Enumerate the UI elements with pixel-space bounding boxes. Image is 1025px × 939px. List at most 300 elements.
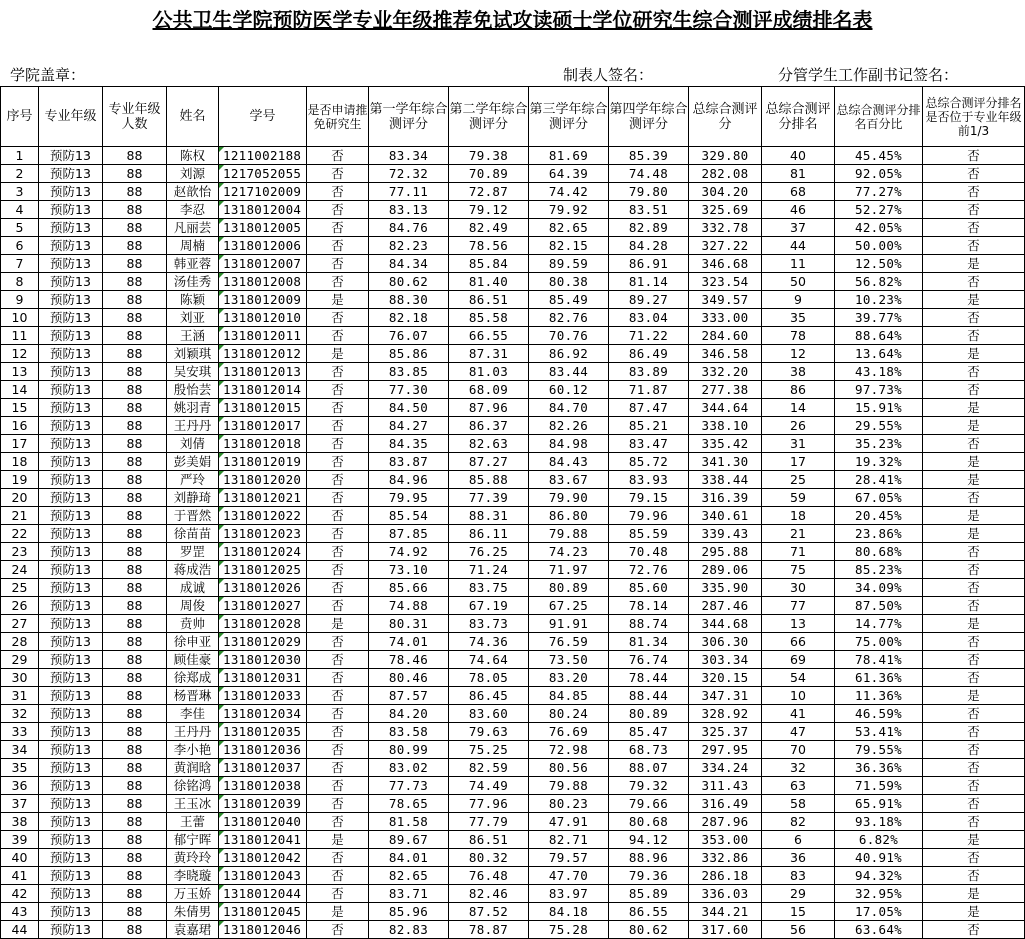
cell-index: 18 [1, 453, 39, 471]
cell-apply-exemption: 否 [307, 309, 369, 327]
cell-apply-exemption: 否 [307, 147, 369, 165]
cell-name: 杨晋琳 [167, 687, 219, 705]
cell-major-grade: 预防13 [39, 381, 103, 399]
cell-total-rank: 69 [762, 651, 835, 669]
cell-year2-score: 74.64 [449, 651, 529, 669]
header-year3-score: 第三学年综合测评分 [529, 87, 609, 147]
cell-student-id: 1318012033 [219, 687, 307, 705]
table-row [1, 795, 1025, 813]
cell-name: 王丹丹 [167, 723, 219, 741]
cell-major-grade: 预防13 [39, 345, 103, 363]
cell-name: 周俊 [167, 597, 219, 615]
table-row [1, 165, 1025, 183]
cell-major-count: 88 [103, 273, 167, 291]
cell-name: 黄玲玲 [167, 849, 219, 867]
cell-top-third: 是 [923, 687, 1025, 705]
cell-name: 徐申亚 [167, 633, 219, 651]
cell-year4-score: 89.27 [609, 291, 689, 309]
cell-major-grade: 预防13 [39, 705, 103, 723]
cell-year1-score: 84.34 [369, 255, 449, 273]
cell-year1-score: 77.30 [369, 381, 449, 399]
cell-index: 9 [1, 291, 39, 309]
cell-student-id: 1318012039 [219, 795, 307, 813]
cell-total-score: 341.30 [689, 453, 762, 471]
cell-major-count: 88 [103, 741, 167, 759]
cell-student-id: 1318012030 [219, 651, 307, 669]
cell-year2-score: 70.89 [449, 165, 529, 183]
cell-top-third: 是 [923, 507, 1025, 525]
cell-total-rank: 35 [762, 309, 835, 327]
cell-total-rank: 26 [762, 417, 835, 435]
cell-year3-score: 83.20 [529, 669, 609, 687]
cell-total-rank: 78 [762, 327, 835, 345]
cell-apply-exemption: 否 [307, 489, 369, 507]
cell-year3-score: 84.70 [529, 399, 609, 417]
cell-rank-percent: 87.50% [835, 597, 923, 615]
cell-total-rank: 54 [762, 669, 835, 687]
table-row [1, 849, 1025, 867]
cell-year1-score: 89.67 [369, 831, 449, 849]
cell-year1-score: 80.99 [369, 741, 449, 759]
cell-student-id: 1318012035 [219, 723, 307, 741]
cell-name: 刘静琦 [167, 489, 219, 507]
cell-apply-exemption: 否 [307, 849, 369, 867]
cell-major-count: 88 [103, 921, 167, 939]
cell-student-id: 1318012024 [219, 543, 307, 561]
cell-total-score: 344.68 [689, 615, 762, 633]
cell-year1-score: 84.96 [369, 471, 449, 489]
table-row [1, 219, 1025, 237]
cell-rank-percent: 39.77% [835, 309, 923, 327]
table-row [1, 813, 1025, 831]
cell-apply-exemption: 否 [307, 705, 369, 723]
cell-year4-score: 79.15 [609, 489, 689, 507]
cell-year2-score: 76.48 [449, 867, 529, 885]
header-apply-exemption: 是否申请推免研究生 [307, 87, 369, 147]
cell-name: 周楠 [167, 237, 219, 255]
cell-year1-score: 83.13 [369, 201, 449, 219]
cell-year4-score: 85.72 [609, 453, 689, 471]
table-row [1, 201, 1025, 219]
cell-year2-score: 79.38 [449, 147, 529, 165]
cell-total-score: 297.95 [689, 741, 762, 759]
cell-major-grade: 预防13 [39, 363, 103, 381]
cell-major-count: 88 [103, 237, 167, 255]
ranking-table [0, 86, 1025, 939]
cell-total-rank: 86 [762, 381, 835, 399]
cell-top-third: 否 [923, 489, 1025, 507]
cell-year2-score: 71.24 [449, 561, 529, 579]
cell-year3-score: 89.59 [529, 255, 609, 273]
cell-student-id: 1318012004 [219, 201, 307, 219]
cell-total-rank: 47 [762, 723, 835, 741]
cell-year3-score: 76.69 [529, 723, 609, 741]
cell-total-rank: 15 [762, 903, 835, 921]
cell-top-third: 是 [923, 525, 1025, 543]
cell-index: 19 [1, 471, 39, 489]
cell-major-grade: 预防13 [39, 273, 103, 291]
cell-index: 8 [1, 273, 39, 291]
cell-student-id: 1318012020 [219, 471, 307, 489]
cell-year3-score: 86.80 [529, 507, 609, 525]
cell-year3-score: 86.92 [529, 345, 609, 363]
cell-year1-score: 74.01 [369, 633, 449, 651]
cell-year4-score: 70.48 [609, 543, 689, 561]
cell-major-grade: 预防13 [39, 561, 103, 579]
cell-name: 蒋成浩 [167, 561, 219, 579]
cell-year3-score: 60.12 [529, 381, 609, 399]
cell-year1-score: 76.07 [369, 327, 449, 345]
cell-major-count: 88 [103, 381, 167, 399]
cell-total-score: 332.86 [689, 849, 762, 867]
table-row [1, 507, 1025, 525]
cell-year2-score: 86.51 [449, 831, 529, 849]
cell-year1-score: 83.71 [369, 885, 449, 903]
cell-total-score: 353.00 [689, 831, 762, 849]
table-row [1, 543, 1025, 561]
cell-total-score: 282.08 [689, 165, 762, 183]
cell-top-third: 是 [923, 399, 1025, 417]
cell-student-id: 1318012044 [219, 885, 307, 903]
table-row [1, 705, 1025, 723]
cell-major-count: 88 [103, 363, 167, 381]
cell-year3-score: 80.38 [529, 273, 609, 291]
table-row [1, 921, 1025, 939]
header-major-grade: 专业年级 [39, 87, 103, 147]
cell-year4-score: 80.68 [609, 813, 689, 831]
cell-top-third: 否 [923, 921, 1025, 939]
cell-rank-percent: 97.73% [835, 381, 923, 399]
cell-apply-exemption: 否 [307, 381, 369, 399]
cell-major-grade: 预防13 [39, 435, 103, 453]
cell-total-score: 284.60 [689, 327, 762, 345]
cell-major-count: 88 [103, 885, 167, 903]
cell-apply-exemption: 否 [307, 201, 369, 219]
cell-index: 23 [1, 543, 39, 561]
cell-total-score: 287.96 [689, 813, 762, 831]
table-row [1, 651, 1025, 669]
table-header-row [1, 87, 1025, 147]
cell-year2-score: 76.25 [449, 543, 529, 561]
table-row [1, 669, 1025, 687]
cell-name: 王涵 [167, 327, 219, 345]
cell-top-third: 否 [923, 723, 1025, 741]
cell-year2-score: 78.05 [449, 669, 529, 687]
cell-index: 12 [1, 345, 39, 363]
cell-total-score: 332.78 [689, 219, 762, 237]
cell-major-count: 88 [103, 705, 167, 723]
cell-top-third: 否 [923, 201, 1025, 219]
cell-major-count: 88 [103, 201, 167, 219]
cell-name: 顾佳豪 [167, 651, 219, 669]
cell-top-third: 否 [923, 597, 1025, 615]
cell-rank-percent: 56.82% [835, 273, 923, 291]
cell-major-grade: 预防13 [39, 183, 103, 201]
cell-index: 5 [1, 219, 39, 237]
cell-total-score: 323.54 [689, 273, 762, 291]
cell-index: 40 [1, 849, 39, 867]
cell-year3-score: 75.28 [529, 921, 609, 939]
cell-total-rank: 66 [762, 633, 835, 651]
cell-index: 42 [1, 885, 39, 903]
cell-total-score: 346.68 [689, 255, 762, 273]
signature-row [0, 60, 1025, 86]
cell-year4-score: 88.07 [609, 759, 689, 777]
cell-year3-score: 47.91 [529, 813, 609, 831]
cell-top-third: 否 [923, 759, 1025, 777]
cell-apply-exemption: 否 [307, 219, 369, 237]
cell-apply-exemption: 否 [307, 399, 369, 417]
cell-student-id: 1318012008 [219, 273, 307, 291]
cell-year3-score: 80.89 [529, 579, 609, 597]
cell-major-count: 88 [103, 435, 167, 453]
cell-year2-score: 75.25 [449, 741, 529, 759]
cell-year3-score: 82.65 [529, 219, 609, 237]
cell-student-id: 1318012023 [219, 525, 307, 543]
cell-major-grade: 预防13 [39, 507, 103, 525]
header-total-score: 总综合测评分 [689, 87, 762, 147]
cell-apply-exemption: 否 [307, 507, 369, 525]
cell-major-count: 88 [103, 507, 167, 525]
cell-year1-score: 82.23 [369, 237, 449, 255]
cell-major-count: 88 [103, 165, 167, 183]
cell-total-score: 327.22 [689, 237, 762, 255]
cell-apply-exemption: 是 [307, 615, 369, 633]
cell-student-id: 1318012007 [219, 255, 307, 273]
cell-year3-score: 80.56 [529, 759, 609, 777]
cell-student-id: 1318012012 [219, 345, 307, 363]
cell-student-id: 1318012040 [219, 813, 307, 831]
cell-apply-exemption: 否 [307, 921, 369, 939]
cell-year3-score: 83.97 [529, 885, 609, 903]
cell-year2-score: 83.75 [449, 579, 529, 597]
cell-rank-percent: 29.55% [835, 417, 923, 435]
cell-major-grade: 预防13 [39, 615, 103, 633]
cell-major-grade: 预防13 [39, 291, 103, 309]
cell-apply-exemption: 否 [307, 543, 369, 561]
cell-top-third: 否 [923, 381, 1025, 399]
cell-rank-percent: 13.64% [835, 345, 923, 363]
cell-rank-percent: 45.45% [835, 147, 923, 165]
cell-major-grade: 预防13 [39, 579, 103, 597]
cell-major-count: 88 [103, 255, 167, 273]
cell-year3-score: 70.76 [529, 327, 609, 345]
cell-year2-score: 74.49 [449, 777, 529, 795]
cell-student-id: 1318012045 [219, 903, 307, 921]
cell-name: 姚羽青 [167, 399, 219, 417]
cell-year4-score: 79.80 [609, 183, 689, 201]
cell-year1-score: 82.83 [369, 921, 449, 939]
cell-name: 彭美娟 [167, 453, 219, 471]
cell-year1-score: 83.87 [369, 453, 449, 471]
cell-rank-percent: 6.82% [835, 831, 923, 849]
cell-name: 王丹丹 [167, 417, 219, 435]
cell-name: 万玉娇 [167, 885, 219, 903]
cell-year3-score: 74.23 [529, 543, 609, 561]
table-row [1, 345, 1025, 363]
cell-top-third: 是 [923, 417, 1025, 435]
cell-rank-percent: 42.05% [835, 219, 923, 237]
cell-total-rank: 82 [762, 813, 835, 831]
cell-year1-score: 77.73 [369, 777, 449, 795]
cell-top-third: 否 [923, 147, 1025, 165]
table-row [1, 435, 1025, 453]
cell-major-count: 88 [103, 579, 167, 597]
cell-student-id: 1318012009 [219, 291, 307, 309]
cell-top-third: 否 [923, 705, 1025, 723]
cell-rank-percent: 78.41% [835, 651, 923, 669]
cell-major-grade: 预防13 [39, 597, 103, 615]
cell-index: 31 [1, 687, 39, 705]
cell-top-third: 否 [923, 183, 1025, 201]
cell-year3-score: 67.25 [529, 597, 609, 615]
table-row [1, 579, 1025, 597]
cell-total-rank: 12 [762, 345, 835, 363]
cell-year4-score: 84.28 [609, 237, 689, 255]
cell-apply-exemption: 否 [307, 795, 369, 813]
cell-year1-score: 78.46 [369, 651, 449, 669]
cell-index: 6 [1, 237, 39, 255]
cell-major-grade: 预防13 [39, 633, 103, 651]
cell-total-rank: 38 [762, 363, 835, 381]
cell-total-rank: 36 [762, 849, 835, 867]
cell-major-grade: 预防13 [39, 741, 103, 759]
cell-total-score: 328.92 [689, 705, 762, 723]
cell-year3-score: 74.42 [529, 183, 609, 201]
cell-top-third: 否 [923, 543, 1025, 561]
cell-rank-percent: 32.95% [835, 885, 923, 903]
cell-year4-score: 85.59 [609, 525, 689, 543]
cell-year1-score: 84.76 [369, 219, 449, 237]
cell-index: 13 [1, 363, 39, 381]
table-row [1, 471, 1025, 489]
table-row [1, 633, 1025, 651]
cell-top-third: 否 [923, 795, 1025, 813]
cell-name: 朱倩男 [167, 903, 219, 921]
cell-name: 李忍 [167, 201, 219, 219]
cell-student-id: 1318012031 [219, 669, 307, 687]
cell-rank-percent: 77.27% [835, 183, 923, 201]
cell-name: 于晋然 [167, 507, 219, 525]
cell-rank-percent: 15.91% [835, 399, 923, 417]
cell-apply-exemption: 否 [307, 435, 369, 453]
cell-student-id: 1318012046 [219, 921, 307, 939]
cell-index: 43 [1, 903, 39, 921]
cell-top-third: 否 [923, 651, 1025, 669]
table-row [1, 885, 1025, 903]
cell-total-score: 347.31 [689, 687, 762, 705]
cell-year4-score: 85.60 [609, 579, 689, 597]
cell-year3-score: 84.85 [529, 687, 609, 705]
cell-apply-exemption: 否 [307, 669, 369, 687]
table-body [1, 147, 1025, 939]
cell-year4-score: 86.55 [609, 903, 689, 921]
header-top-third: 总综合测评分排名是否位于专业年级前1/3 [923, 87, 1025, 147]
cell-apply-exemption: 否 [307, 867, 369, 885]
cell-apply-exemption: 否 [307, 741, 369, 759]
cell-index: 30 [1, 669, 39, 687]
cell-year1-score: 74.88 [369, 597, 449, 615]
cell-year1-score: 72.32 [369, 165, 449, 183]
header-rank-percent: 总综合测评分排名百分比 [835, 87, 923, 147]
cell-top-third: 是 [923, 345, 1025, 363]
cell-index: 15 [1, 399, 39, 417]
cell-year2-score: 83.60 [449, 705, 529, 723]
cell-apply-exemption: 否 [307, 561, 369, 579]
cell-index: 11 [1, 327, 39, 345]
cell-year4-score: 79.96 [609, 507, 689, 525]
cell-total-rank: 6 [762, 831, 835, 849]
cell-total-rank: 30 [762, 579, 835, 597]
cell-apply-exemption: 否 [307, 759, 369, 777]
cell-major-count: 88 [103, 417, 167, 435]
cell-top-third: 否 [923, 327, 1025, 345]
cell-index: 33 [1, 723, 39, 741]
cell-total-score: 306.30 [689, 633, 762, 651]
college-seal-label: 学院盖章： [10, 66, 86, 84]
cell-total-rank: 68 [762, 183, 835, 201]
cell-name: 成诚 [167, 579, 219, 597]
cell-year3-score: 84.18 [529, 903, 609, 921]
cell-major-grade: 预防13 [39, 525, 103, 543]
cell-major-count: 88 [103, 525, 167, 543]
cell-year1-score: 81.58 [369, 813, 449, 831]
cell-year4-score: 83.89 [609, 363, 689, 381]
table-row [1, 867, 1025, 885]
table-row [1, 309, 1025, 327]
cell-rank-percent: 23.86% [835, 525, 923, 543]
cell-student-id: 1318012005 [219, 219, 307, 237]
cell-top-third: 否 [923, 867, 1025, 885]
cell-year1-score: 85.86 [369, 345, 449, 363]
cell-name: 罗罡 [167, 543, 219, 561]
cell-major-count: 88 [103, 219, 167, 237]
cell-major-grade: 预防13 [39, 399, 103, 417]
cell-year4-score: 85.89 [609, 885, 689, 903]
cell-name: 郁宁晖 [167, 831, 219, 849]
cell-total-rank: 29 [762, 885, 835, 903]
cell-index: 4 [1, 201, 39, 219]
cell-rank-percent: 63.64% [835, 921, 923, 939]
cell-apply-exemption: 否 [307, 255, 369, 273]
cell-student-id: 1318012026 [219, 579, 307, 597]
cell-year1-score: 84.35 [369, 435, 449, 453]
header-student-id: 学号 [219, 87, 307, 147]
cell-year1-score: 85.66 [369, 579, 449, 597]
cell-apply-exemption: 是 [307, 831, 369, 849]
cell-total-rank: 9 [762, 291, 835, 309]
cell-total-score: 335.42 [689, 435, 762, 453]
cell-index: 41 [1, 867, 39, 885]
cell-major-count: 88 [103, 813, 167, 831]
cell-rank-percent: 52.27% [835, 201, 923, 219]
cell-year4-score: 74.48 [609, 165, 689, 183]
cell-student-id: 1318012006 [219, 237, 307, 255]
cell-year1-score: 84.01 [369, 849, 449, 867]
cell-apply-exemption: 否 [307, 273, 369, 291]
cell-student-id: 1318012037 [219, 759, 307, 777]
cell-rank-percent: 19.32% [835, 453, 923, 471]
cell-major-count: 88 [103, 651, 167, 669]
cell-top-third: 否 [923, 579, 1025, 597]
cell-rank-percent: 43.18% [835, 363, 923, 381]
cell-year3-score: 82.26 [529, 417, 609, 435]
cell-year4-score: 72.76 [609, 561, 689, 579]
cell-total-rank: 81 [762, 165, 835, 183]
cell-year4-score: 83.93 [609, 471, 689, 489]
cell-name: 黄润晗 [167, 759, 219, 777]
cell-total-score: 316.49 [689, 795, 762, 813]
